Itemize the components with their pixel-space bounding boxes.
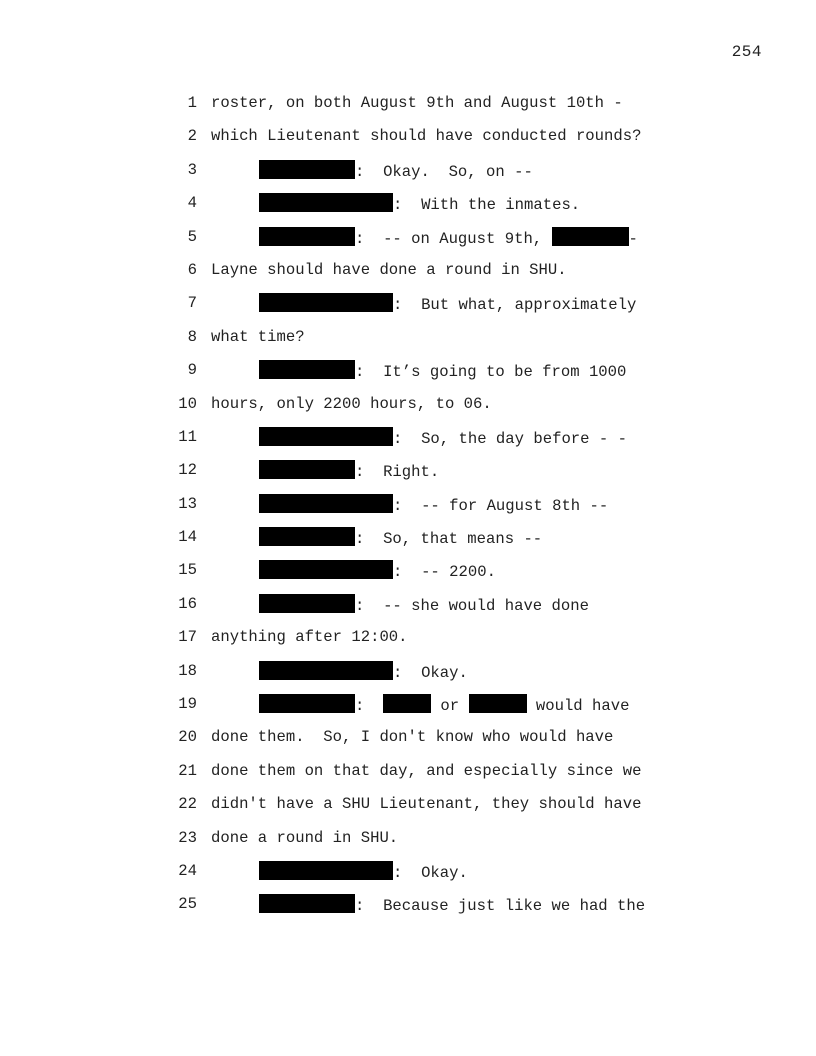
line-number: 12 [178,461,197,480]
line-text: Layne should have done a round in SHU. [211,260,567,279]
transcript-line-3 [0,160,816,193]
line-number: 24 [178,861,197,880]
page-number: 254 [731,43,762,61]
redacted-speaker-name [259,427,393,446]
transcript-line-7 [0,293,816,326]
line-number: 13 [178,494,197,513]
transcript-line-15 [0,560,816,593]
line-number: 11 [178,427,197,446]
line-text-continued: or [431,697,469,716]
line-number: 4 [187,194,197,213]
redacted-speaker-name [259,293,393,312]
redacted-speaker-name [259,661,393,680]
line-text: : -- on August 9th, [355,229,552,248]
speaker-turn [259,560,496,582]
transcript-line-6 [0,260,816,293]
line-text: : Okay. [393,663,468,682]
transcript-line-25 [0,894,816,927]
speaker-turn [259,661,468,683]
line-text: done them. So, I don't know who would have [211,728,614,747]
redacted-speaker-name [259,227,355,246]
transcript-line-11 [0,427,816,460]
line-text: didn't have a SHU Lieutenant, they should have [211,795,642,814]
speaker-turn [259,360,626,382]
redacted-speaker-name [259,894,355,913]
line-number: 19 [178,695,197,714]
line-text: : -- 2200. [393,563,496,582]
transcript-line-5 [0,227,816,260]
transcript-line-16 [0,594,816,627]
line-number: 2 [187,127,197,146]
line-number: 20 [178,728,197,747]
redacted-name [383,694,431,713]
line-text: what time? [211,327,305,346]
transcript-line-24 [0,861,816,894]
line-text: : Okay. [393,863,468,882]
line-text: : -- for August 8th -- [393,496,609,515]
line-number: 14 [178,528,197,547]
transcript-body [0,93,816,928]
transcript-line-13 [0,494,816,527]
redacted-speaker-name [259,527,355,546]
transcript-line-9 [0,360,816,393]
line-number: 1 [187,94,197,112]
redacted-speaker-name [259,694,355,713]
speaker-turn [259,694,629,716]
transcript-line-2 [0,126,816,159]
transcript-line-19 [0,694,816,727]
transcript-line-10 [0,394,816,427]
line-text: anything after 12:00. [211,628,408,647]
speaker-turn [259,193,580,215]
speaker-turn [259,527,542,549]
line-number: 8 [187,327,197,346]
line-number: 3 [187,160,197,179]
line-text: done them on that day, and especially since we [211,761,642,780]
line-number: 25 [178,895,197,914]
speaker-turn [259,293,636,315]
line-number: 18 [178,661,197,680]
line-text: : Because just like we had the [355,897,646,916]
transcript-line-18 [0,661,816,694]
speaker-turn [259,594,589,616]
line-text: roster, on both August 9th and August 10th - [211,94,623,112]
redacted-speaker-name [259,360,355,379]
redacted-speaker-name [259,460,355,479]
speaker-turn [259,494,608,516]
line-text: : [355,697,384,716]
speaker-turn [259,894,645,916]
transcript-line-4 [0,193,816,226]
line-number: 7 [187,294,197,313]
line-text: : Okay. So, on -- [355,162,533,181]
line-text-continued: - [628,229,638,248]
transcript-line-14 [0,527,816,560]
redacted-speaker-name [259,193,393,212]
redacted-speaker-name [259,861,393,880]
line-text: which Lieutenant should have conducted rounds? [211,127,642,146]
transcript-line-12 [0,460,816,493]
speaker-turn [259,460,439,482]
line-text: : With the inmates. [393,196,581,215]
line-number: 23 [178,828,197,847]
line-text-continued: would have [526,697,630,716]
line-text: hours, only 2200 hours, to 06. [211,394,492,413]
line-text: : So, that means -- [355,530,543,549]
line-text: : So, the day before - - [393,429,627,448]
redacted-speaker-name [259,160,355,179]
speaker-turn [259,160,533,182]
transcript-line-17 [0,627,816,660]
line-number: 10 [178,394,197,413]
line-text: : -- she would have done [355,596,589,615]
line-number: 5 [187,227,197,246]
redacted-speaker-name [259,494,393,513]
line-text: done a round in SHU. [211,828,399,847]
redacted-speaker-name [259,560,393,579]
transcript-line-8 [0,327,816,360]
line-number: 22 [178,795,197,814]
line-number: 6 [187,260,197,279]
speaker-turn [259,227,638,249]
transcript-line-21 [0,761,816,794]
line-text: : But what, approximately [393,296,637,315]
transcript-line-22 [0,794,816,827]
redacted-name [469,694,527,713]
transcript-line-20 [0,727,816,760]
transcript-line-23 [0,828,816,861]
transcript-line-1 [0,93,816,126]
line-number: 16 [178,594,197,613]
redacted-speaker-name [259,594,355,613]
line-text: : It’s going to be from 1000 [355,363,627,382]
speaker-turn [259,861,468,883]
redacted-name [552,227,629,246]
line-text: : Right. [355,463,440,482]
line-number: 21 [178,761,197,780]
line-number: 17 [178,628,197,647]
line-number: 9 [187,361,197,380]
line-number: 15 [178,561,197,580]
speaker-turn [259,427,627,449]
